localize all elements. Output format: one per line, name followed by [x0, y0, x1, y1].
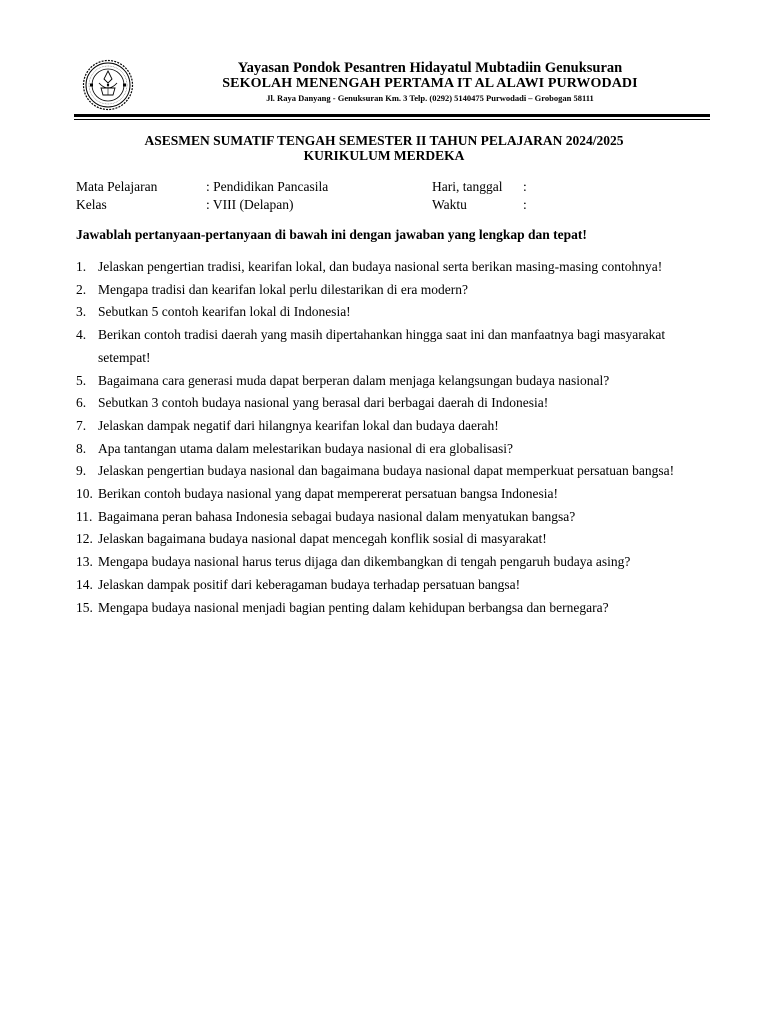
exam-title-line-1: ASESMEN SUMATIF TENGAH SEMESTER II TAHUN PELAJARAN 2024/2025 — [144, 133, 624, 148]
class-value: : VIII (Delapan) — [206, 197, 294, 212]
school-address: Jl. Raya Danyang - Genuksuran Km. 3 Telp. (0292) 5140475 Purwodadi – Grobogan 58111 — [266, 93, 594, 103]
question-number: 7. — [76, 417, 87, 433]
question-number: 1. — [76, 259, 87, 274]
question-text: Jelaskan pengertian tradisi, kearifan lokal, dan budaya nasional serta berikan masing-masing contohnya! — [98, 259, 663, 274]
question-item — [76, 574, 716, 597]
school-seal-icon — [78, 59, 138, 111]
question-number: 11. — [76, 508, 93, 524]
question-text: Jelaskan pengertian budaya nasional dan bagaimana budaya nasional dapat memperkuat persatuan bangsa! — [98, 463, 675, 479]
question-number: 2. — [76, 281, 87, 297]
exam-info — [76, 178, 696, 214]
question-item — [76, 506, 716, 529]
question-item — [76, 483, 716, 506]
question-text: Bagaimana peran bahasa Indonesia sebagai budaya nasional dalam menyatukan bangsa? — [98, 508, 576, 524]
question-text: Mengapa budaya nasional menjadi bagian penting dalam kehidupan berbangsa dan bernegara? — [98, 599, 609, 615]
class-label: Kelas — [76, 197, 107, 212]
question-number: 12. — [76, 531, 93, 547]
question-item — [76, 392, 716, 415]
question-item — [76, 415, 716, 438]
letterhead-rule-thin — [74, 119, 710, 120]
instruction-text: Jawablah pertanyaan-pertanyaan di bawah ini dengan jawaban yang lengkap dan tepat! — [76, 227, 587, 242]
question-text: Berikan contoh budaya nasional yang dapat mempererat persatuan bangsa Indonesia! — [98, 486, 558, 502]
subject-value: : Pendidikan Pancasila — [206, 179, 329, 194]
question-text: Sebutkan 3 contoh budaya nasional yang berasal dari berbagai daerah di Indonesia! — [98, 395, 549, 411]
info-row-class — [76, 196, 696, 214]
time-label: Waktu — [432, 197, 467, 212]
question-number: 13. — [76, 554, 93, 570]
question-text: Bagaimana cara generasi muda dapat berperan dalam menjaga kelangsungan budaya nasional? — [98, 372, 610, 388]
question-text: Jelaskan bagaimana budaya nasional dapat mencegah konflik sosial di masyarakat! — [98, 531, 547, 547]
question-item — [76, 438, 716, 461]
exam-title — [74, 133, 694, 163]
foundation-name: Yayasan Pondok Pesantren Hidayatul Mubtadiin Genuksuran — [237, 60, 623, 76]
question-text: Sebutkan 5 contoh kearifan lokal di Indonesia! — [98, 304, 351, 320]
question-number: 9. — [76, 463, 87, 479]
info-row-subject — [76, 178, 696, 196]
question-item — [76, 256, 716, 279]
question-item — [76, 551, 716, 574]
letterhead — [150, 60, 710, 104]
question-text: Jelaskan dampak positif dari keberagaman budaya terhadap persatuan bangsa! — [98, 576, 521, 592]
question-number: 8. — [76, 440, 87, 456]
question-item — [76, 460, 716, 483]
subject-label: Mata Pelajaran — [76, 179, 158, 194]
question-item — [76, 279, 716, 302]
question-number: 4. — [76, 327, 87, 343]
question-number: 5. — [76, 372, 87, 388]
question-item — [76, 301, 716, 324]
question-number: 14. — [76, 576, 93, 592]
question-number: 6. — [76, 395, 87, 411]
question-number: 15. — [76, 599, 93, 615]
question-text: Berikan contoh tradisi daerah yang masih dipertahankan hingga saat ini dan manfaatnya bagi masyarakat setempat! — [98, 327, 666, 365]
time-value: : — [523, 197, 527, 212]
question-text: Mengapa budaya nasional harus terus dijaga dan dikembangkan di tengah pengaruh budaya asing? — [98, 554, 631, 570]
question-item — [76, 324, 716, 369]
question-item — [76, 370, 716, 393]
question-number: 10. — [76, 486, 93, 502]
day-value: : — [523, 179, 527, 194]
day-label: Hari, tanggal — [432, 179, 503, 194]
question-item — [76, 528, 716, 551]
letterhead-rule-thick — [74, 114, 710, 117]
question-text: Apa tantangan utama dalam melestarikan budaya nasional di era globalisasi? — [98, 440, 513, 456]
question-item — [76, 597, 716, 620]
question-text: Jelaskan dampak negatif dari hilangnya kearifan lokal dan budaya daerah! — [98, 417, 499, 433]
question-list — [76, 256, 716, 619]
school-name: SEKOLAH MENENGAH PERTAMA IT AL ALAWI PURWODADI — [222, 76, 638, 91]
question-number: 3. — [76, 304, 87, 320]
question-text: Mengapa tradisi dan kearifan lokal perlu dilestarikan di era modern? — [98, 281, 468, 297]
exam-title-line-2: KURIKULUM MERDEKA — [303, 148, 465, 163]
